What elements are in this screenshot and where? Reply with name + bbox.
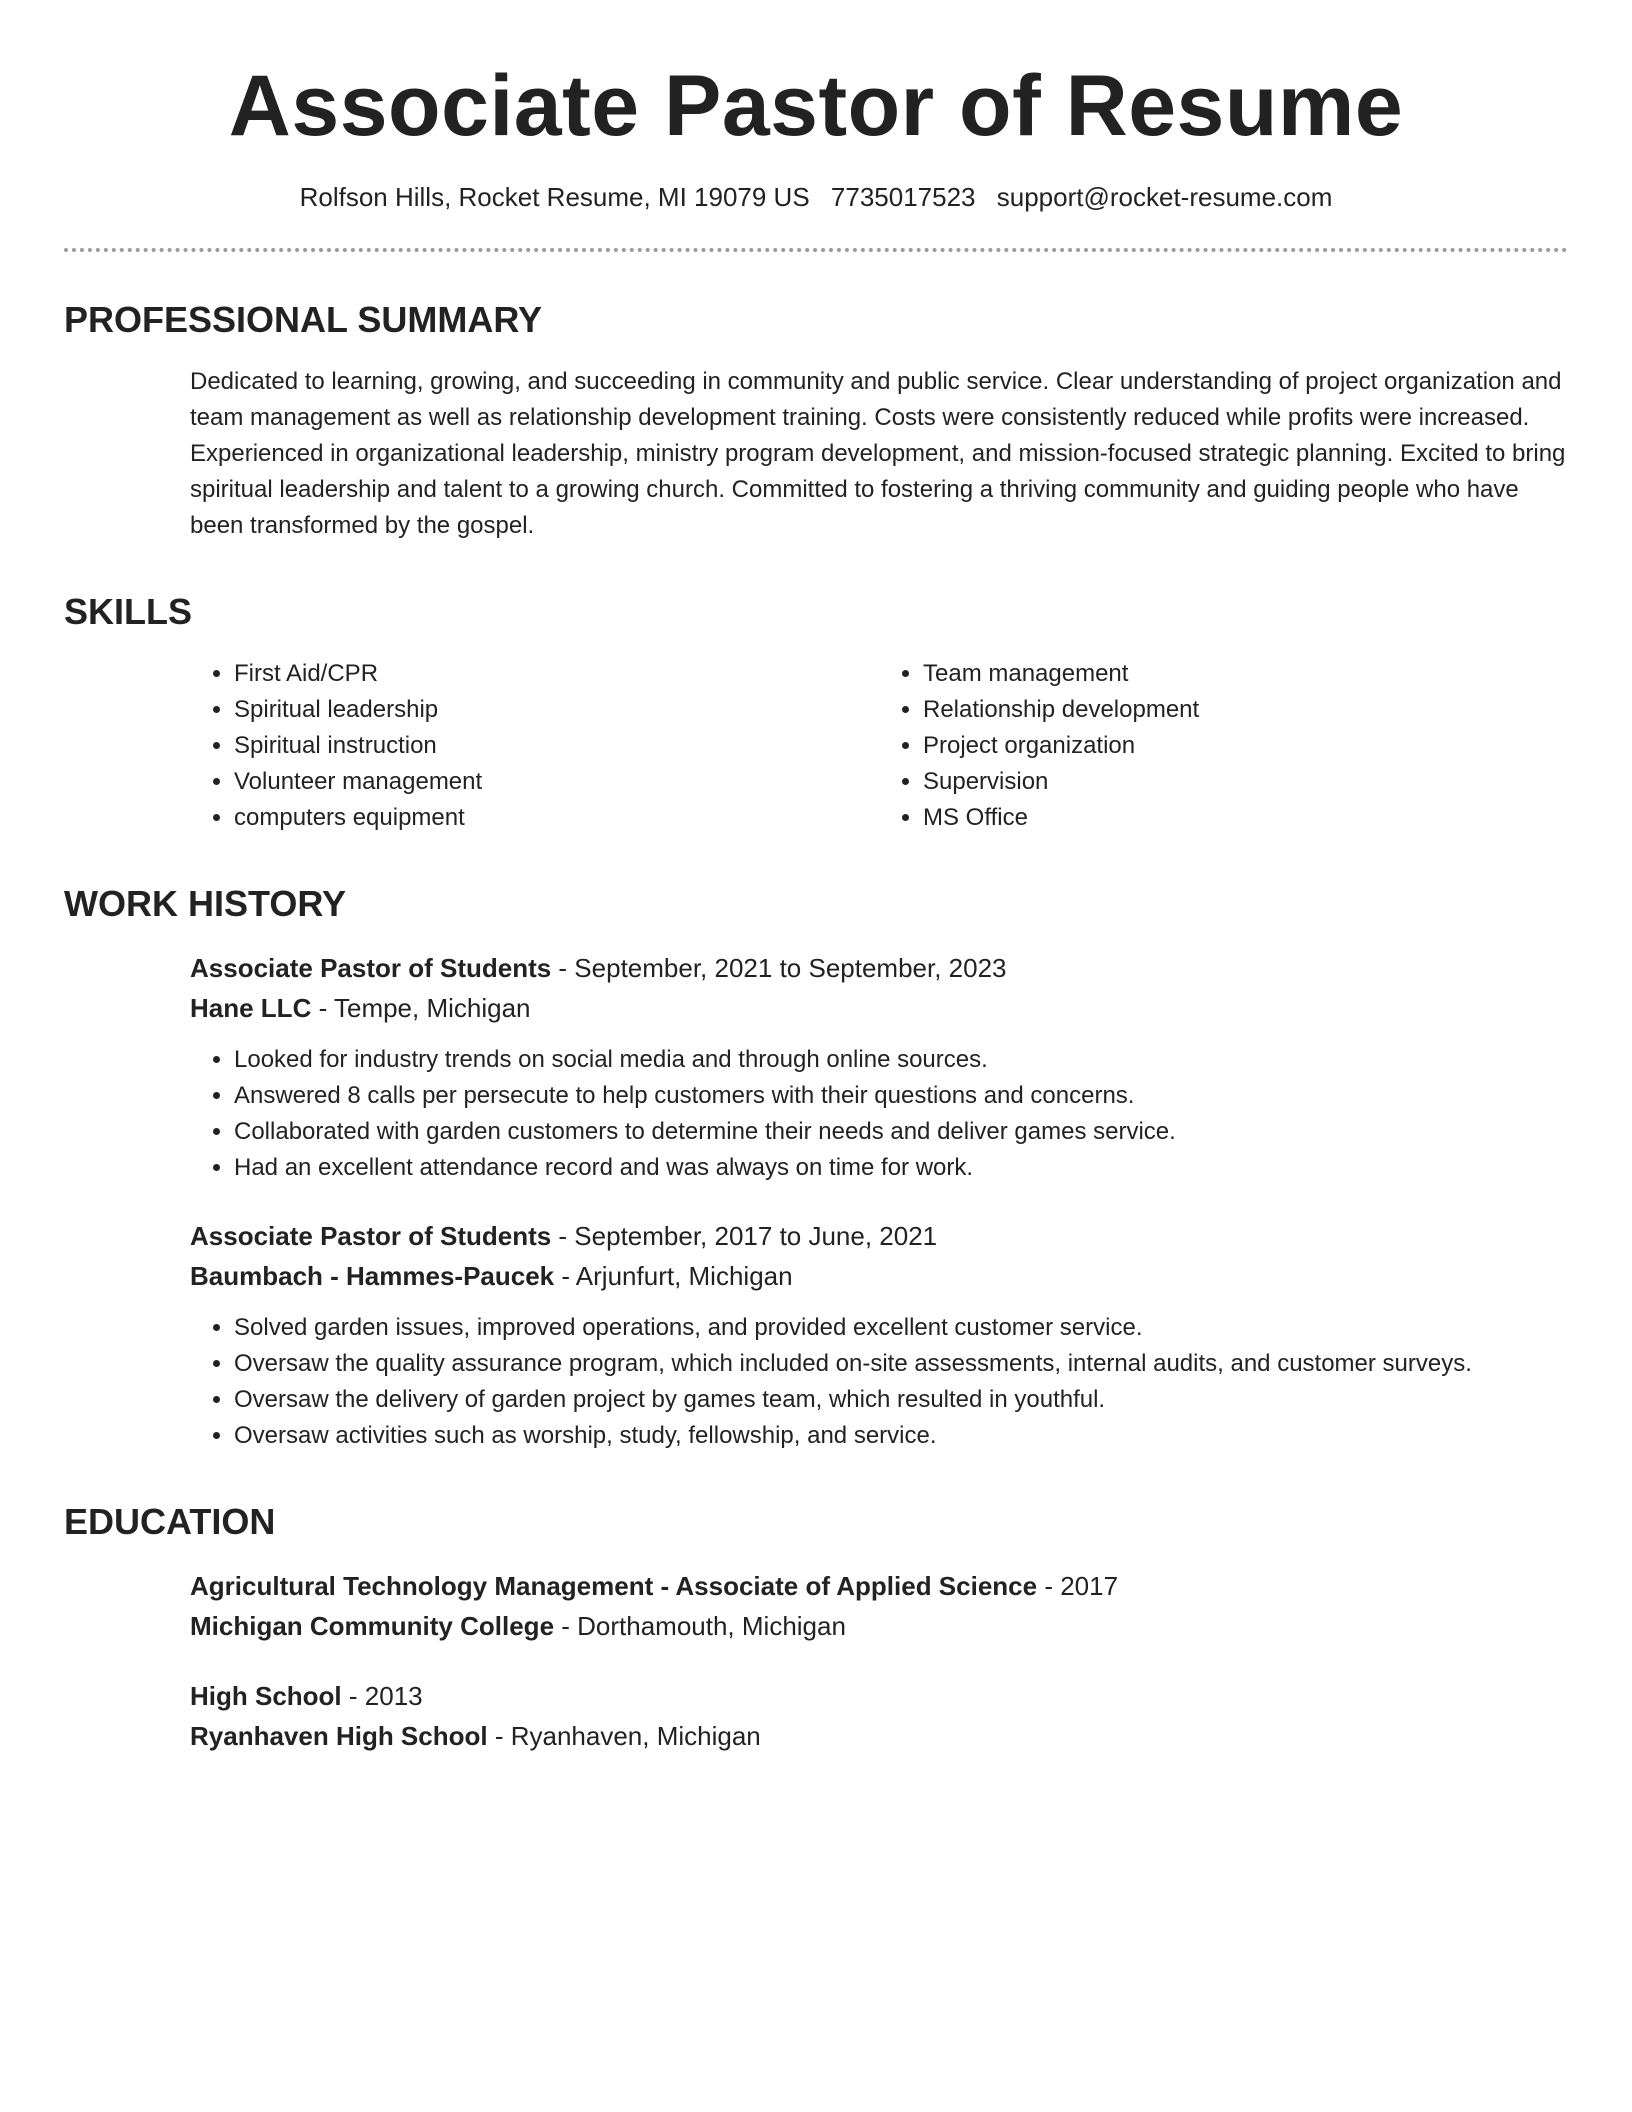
education-degree-line [190, 1676, 1568, 1716]
job-company-line [190, 1256, 1568, 1296]
duty-item: • Oversaw activities such as worship, study, fellowship, and service. [234, 1418, 1568, 1454]
education-year: - 2017 [1037, 1571, 1119, 1601]
job-role: Associate Pastor of Students [190, 953, 552, 983]
job-company: Hane LLC [190, 993, 312, 1023]
job-role: Associate Pastor of Students [190, 1221, 552, 1251]
education-school: Michigan Community College [190, 1611, 555, 1641]
duty-item: • Oversaw the delivery of garden project by games team, which resulted in youthful. [234, 1382, 1568, 1418]
summary-text: Dedicated to learning, growing, and succeeding in community and public service. Clear understanding of project organization and team management as well as relationship development training. Costs were consistently reduced while profits were increased. Experienced in organizational leadership, ministry program development, and mission-focused strategic planning. Excited to bring spiritual leadership and talent to a growing church. Committed to fostering a thriving community and guiding people who have been transformed by the gospel. [190, 368, 1566, 539]
job-location: - Arjunfurt, Michigan [554, 1261, 793, 1291]
resume-name: Associate Pastor of Resume [228, 58, 1404, 154]
skill-item: • First Aid/CPR [234, 656, 879, 692]
skill-item: • Project organization [923, 728, 1568, 764]
job-entry [190, 948, 1568, 1186]
duty-item: • Oversaw the quality assurance program, which included on-site assessments, internal audits, and customer surveys. [234, 1346, 1568, 1382]
education-heading: EDUCATION [64, 1501, 276, 1542]
contact-address: Rolfson Hills, Rocket Resume, MI 19079 US [299, 182, 810, 212]
education-degree: High School [190, 1681, 342, 1711]
job-company: Baumbach - Hammes-Paucek [190, 1261, 555, 1291]
skill-item: • computers equipment [234, 800, 879, 836]
skills-column-right [879, 656, 1568, 836]
contact-line [64, 180, 1568, 214]
education-degree-line [190, 1566, 1568, 1606]
contact-email: support@rocket-resume.com [996, 182, 1333, 212]
education-location: - Dorthamouth, Michigan [554, 1611, 846, 1641]
education-entry [190, 1676, 1568, 1756]
skill-item: • Spiritual instruction [234, 728, 879, 764]
skills-column-left [190, 656, 879, 836]
duty-item: • Had an excellent attendance record and was always on time for work. [234, 1150, 1568, 1186]
summary-heading: PROFESSIONAL SUMMARY [64, 299, 543, 340]
education-school-line [190, 1716, 1568, 1756]
skill-item: • Relationship development [923, 692, 1568, 728]
skills-list [190, 656, 1568, 836]
job-entry [190, 1216, 1568, 1454]
skill-item: • Supervision [923, 764, 1568, 800]
job-duties [190, 1310, 1568, 1454]
education-school: Ryanhaven High School [190, 1721, 488, 1751]
duty-item: • Collaborated with garden customers to determine their needs and deliver games service. [234, 1114, 1568, 1150]
skill-item: • Spiritual leadership [234, 692, 879, 728]
job-location: - Tempe, Michigan [311, 993, 531, 1023]
job-dates: - September, 2021 to September, 2023 [551, 953, 1007, 983]
education-entry [190, 1566, 1568, 1646]
duty-item: • Answered 8 calls per persecute to help customers with their questions and concerns. [234, 1078, 1568, 1114]
job-title-line [190, 1216, 1568, 1256]
education-year: - 2013 [341, 1681, 423, 1711]
header-divider [64, 248, 1568, 252]
education-degree: Agricultural Technology Management - Associate of Applied Science [190, 1571, 1038, 1601]
duty-item: • Looked for industry trends on social media and through online sources. [234, 1042, 1568, 1078]
contact-phone: 7735017523 [830, 182, 976, 212]
skill-item: • Volunteer management [234, 764, 879, 800]
job-title-line [190, 948, 1568, 988]
job-duties [190, 1042, 1568, 1186]
skill-item: • Team management [923, 656, 1568, 692]
work-heading: WORK HISTORY [64, 883, 347, 924]
education-school-line [190, 1606, 1568, 1646]
skills-heading: SKILLS [64, 591, 193, 632]
duty-item: • Solved garden issues, improved operations, and provided excellent customer service. [234, 1310, 1568, 1346]
job-company-line [190, 988, 1568, 1028]
job-dates: - September, 2017 to June, 2021 [551, 1221, 938, 1251]
education-location: - Ryanhaven, Michigan [487, 1721, 761, 1751]
skill-item: • MS Office [923, 800, 1568, 836]
